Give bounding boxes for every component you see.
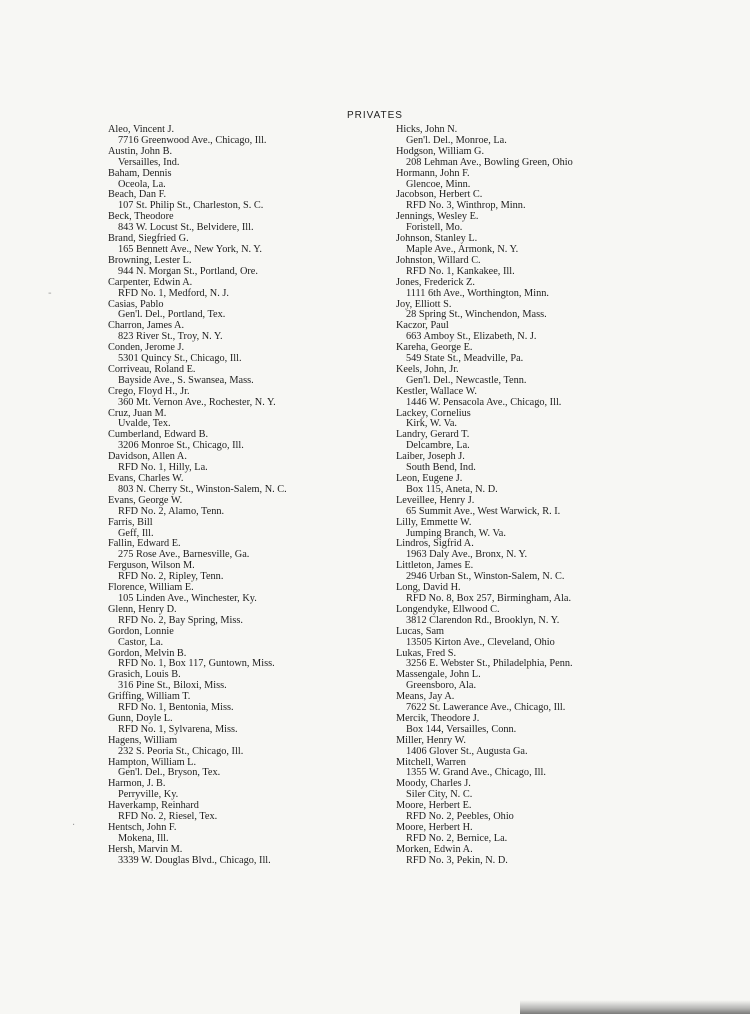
person-name: Longendyke, Ellwood C. [396, 603, 500, 615]
person-name: Long, David H. [396, 582, 461, 594]
person-address: 3256 E. Webster St., Philadelphia, Penn. [406, 658, 573, 670]
roster-entry [108, 212, 398, 234]
person-address: RFD No. 2, Bernice, La. [406, 832, 508, 844]
roster-entry [108, 256, 398, 278]
person-address: 1355 W. Grand Ave., Chicago, Ill. [406, 767, 546, 779]
person-name: Lilly, Emmette W. [396, 516, 472, 528]
person-name: Carpenter, Edwin A. [108, 276, 193, 288]
person-name: Griffing, William T. [108, 691, 191, 703]
roster-entry [396, 343, 696, 365]
roster-entry [108, 779, 398, 801]
roster-entry [108, 670, 398, 692]
person-name: Littleton, James E. [396, 560, 474, 572]
person-name: Farris, Bill [108, 516, 153, 528]
person-name: Hagens, William [108, 734, 178, 746]
scan-edge-shadow [520, 1000, 750, 1014]
person-name: Brand, Siegfried G. [108, 233, 189, 245]
scan-mark: · [72, 820, 76, 831]
person-address: Box 115, Aneta, N. D. [406, 483, 498, 495]
person-address: RFD No. 1, Sylvarena, Miss. [118, 723, 238, 735]
person-name: Davidson, Allen A. [108, 451, 187, 463]
roster-entry [108, 627, 398, 649]
person-address: 944 N. Morgan St., Portland, Ore. [118, 265, 258, 277]
roster-entry [396, 779, 696, 801]
person-name: Hodgson, William G. [396, 145, 485, 157]
roster-entry [396, 234, 696, 256]
person-name: Moody, Charles J. [396, 778, 471, 790]
roster-entry [396, 714, 696, 736]
person-name: Hersh, Marvin M. [108, 843, 183, 855]
person-address: 7622 St. Lawerance Ave., Chicago, Ill. [406, 702, 566, 714]
person-name: Casias, Pablo [108, 298, 164, 310]
person-address: 316 Pine St., Biloxi, Miss. [118, 680, 227, 692]
person-name: Kaczor, Paul [396, 320, 449, 332]
person-name: Grasich, Louis B. [108, 669, 181, 681]
roster-entry [396, 561, 696, 583]
person-address: 28 Spring St., Winchendon, Mass. [406, 309, 547, 321]
person-address: Greensboro, Ala. [406, 680, 477, 692]
person-address: 3339 W. Douglas Blvd., Chicago, Ill. [118, 854, 271, 866]
roster-entry [108, 430, 398, 452]
roster-entry [108, 452, 398, 474]
person-address: 549 State St., Meadville, Pa. [406, 353, 524, 365]
roster-entry [108, 365, 398, 387]
person-address: 1963 Daly Ave., Bronx, N. Y. [406, 549, 528, 561]
roster-entry [396, 474, 696, 496]
left-column [108, 125, 398, 867]
roster-entry [108, 561, 398, 583]
roster-entry [108, 649, 398, 671]
person-name: Moore, Herbert H. [396, 822, 473, 833]
roster-entry [396, 430, 696, 452]
roster-entry [396, 452, 696, 474]
person-address: 663 Amboy St., Elizabeth, N. J. [406, 331, 537, 343]
person-address: RFD No. 2, Peebles, Ohio [406, 811, 514, 823]
roster-entry [108, 758, 398, 780]
roster-entry [396, 692, 696, 714]
roster-entry [396, 278, 696, 300]
roster-entry [108, 823, 398, 845]
roster-entry [108, 583, 398, 605]
person-address: Perryville, Ky. [118, 789, 179, 801]
roster-entry [396, 496, 696, 518]
person-address: Kirk, W. Va. [406, 418, 458, 430]
person-address: South Bend, Ind. [406, 462, 476, 474]
person-name: Miller, Henry W. [396, 734, 466, 746]
person-name: Kestler, Wallace W. [396, 385, 477, 397]
person-name: Hampton, William L. [108, 756, 197, 768]
person-address: RFD No. 1, Bentonia, Miss. [118, 702, 234, 714]
roster-entry [108, 474, 398, 496]
roster-entry [396, 387, 696, 409]
person-name: Austin, John B. [108, 145, 173, 157]
person-name: Lukas, Fred S. [396, 647, 457, 659]
person-name: Florence, William E. [108, 582, 194, 594]
roster-entry [396, 169, 696, 191]
person-name: Baham, Dennis [108, 167, 172, 179]
person-address: 1446 W. Pensacola Ave., Chicago, Ill. [406, 396, 562, 408]
roster-entry [396, 801, 696, 823]
person-address: 360 Mt. Vernon Ave., Rochester, N. Y. [118, 396, 276, 408]
person-name: Gunn, Doyle L. [108, 712, 173, 724]
roster-entry [396, 518, 696, 540]
person-name: Beach, Dan F. [108, 189, 167, 201]
person-name: Jacobson, Herbert C. [396, 189, 483, 201]
section-heading: PRIVATES [347, 110, 403, 121]
person-address: 823 River St., Troy, N. Y. [118, 331, 223, 343]
roster-entry [396, 125, 696, 147]
person-address: Mokena, Ill. [118, 832, 169, 844]
person-address: 165 Bennett Ave., New York, N. Y. [118, 243, 262, 255]
person-name: Charron, James A. [108, 320, 185, 332]
person-name: Jones, Frederick Z. [396, 276, 475, 288]
person-name: Massengale, John L. [396, 669, 481, 681]
person-name: Hentsch, John F. [108, 822, 177, 833]
roster-entry [108, 343, 398, 365]
person-name: Crego, Floyd H., Jr. [108, 385, 190, 397]
roster-entry [108, 169, 398, 191]
roster-entry [108, 321, 398, 343]
person-address: Delcambre, La. [406, 440, 470, 452]
person-address: 3206 Monroe St., Chicago, Ill. [118, 440, 244, 452]
person-address: RFD No. 1, Hilly, La. [118, 462, 208, 474]
person-name: Hormann, John F. [396, 167, 470, 179]
roster-entry [108, 605, 398, 627]
roster-entry [396, 321, 696, 343]
person-address: 65 Summit Ave., West Warwick, R. I. [406, 505, 561, 517]
person-address: RFD No. 1, Box 117, Guntown, Miss. [118, 658, 275, 670]
person-address: 803 N. Cherry St., Winston-Salem, N. C. [118, 483, 287, 495]
person-name: Cumberland, Edward B. [108, 429, 209, 441]
person-address: Versailles, Ind. [118, 156, 180, 168]
roster-entry [108, 736, 398, 758]
roster-entry [108, 147, 398, 169]
person-address: Glencoe, Minn. [406, 178, 471, 190]
person-address: 843 W. Locust St., Belvidere, Ill. [118, 222, 254, 234]
roster-entry [108, 278, 398, 300]
roster-entry [108, 409, 398, 431]
roster-entry [396, 736, 696, 758]
roster-entry [396, 300, 696, 322]
person-name: Beck, Theodore [108, 211, 174, 223]
roster-entry [396, 409, 696, 431]
roster-entry [396, 605, 696, 627]
roster-entry [396, 212, 696, 234]
person-address: Box 144, Versailles, Conn. [406, 723, 517, 735]
person-name: Gordon, Lonnie [108, 625, 174, 637]
person-address: RFD No. 3, Winthrop, Minn. [406, 200, 526, 212]
person-name: Conden, Jerome J. [108, 342, 185, 354]
person-name: Evans, Charles W. [108, 473, 184, 484]
roster-entry [396, 627, 696, 649]
person-address: Jumping Branch, W. Va. [406, 527, 506, 539]
person-address: RFD No. 1, Kankakee, Ill. [406, 265, 515, 277]
person-address: RFD No. 3, Pekin, N. D. [406, 854, 508, 866]
roster-entry [396, 583, 696, 605]
person-address: 7716 Greenwood Ave., Chicago, Ill. [118, 134, 267, 146]
person-address: Uvalde, Tex. [118, 418, 171, 430]
person-address: RFD No. 2, Ripley, Tenn. [118, 571, 224, 583]
person-address: Gen'l. Del., Newcastle, Tenn. [406, 374, 527, 386]
person-address: RFD No. 2, Bay Spring, Miss. [118, 614, 244, 626]
person-name: Lackey, Cornelius [396, 407, 471, 419]
roster-entry [108, 190, 398, 212]
person-address: RFD No. 8, Box 257, Birmingham, Ala. [406, 592, 572, 604]
scan-mark: - [48, 288, 52, 299]
person-address: Castor, La. [118, 636, 164, 648]
person-name: Mitchell, Warren [396, 756, 466, 768]
roster-entry [396, 670, 696, 692]
person-address: 2946 Urban St., Winston-Salem, N. C. [406, 571, 565, 583]
person-address: RFD No. 1, Medford, N. J. [118, 287, 229, 299]
person-address: RFD No. 2, Riesel, Tex. [118, 811, 218, 823]
person-name: Lindros, Sigfrid A. [396, 538, 474, 550]
person-address: Gen'l. Del., Portland, Tex. [118, 309, 226, 321]
person-name: Keels, John, Jr. [396, 363, 459, 375]
roster-entry [108, 387, 398, 409]
roster-entry [396, 649, 696, 671]
roster-entry [108, 714, 398, 736]
roster-entry [396, 147, 696, 169]
person-name: Kareha, George E. [396, 342, 473, 354]
person-name: Browning, Lester L. [108, 254, 192, 266]
roster-entry [108, 539, 398, 561]
person-address: Gen'l. Del., Monroe, La. [406, 134, 507, 146]
person-address: Oceola, La. [118, 178, 166, 190]
roster-entry [396, 539, 696, 561]
person-name: Johnson, Stanley L. [396, 233, 478, 245]
person-name: Aleo, Vincent J. [108, 124, 175, 135]
person-name: Cruz, Juan M. [108, 407, 167, 419]
person-address: 232 S. Peoria St., Chicago, Ill. [118, 745, 244, 757]
person-name: Moore, Herbert E. [396, 800, 472, 812]
roster-entry [396, 758, 696, 780]
person-address: 105 Linden Ave., Winchester, Ky. [118, 592, 257, 604]
roster-entry [108, 300, 398, 322]
roster-entry [396, 256, 696, 278]
person-name: Evans, George W. [108, 494, 183, 506]
person-name: Mercik, Theodore J. [396, 712, 480, 724]
person-name: Glenn, Henry D. [108, 603, 177, 615]
person-address: Geff, Ill. [118, 527, 154, 539]
person-name: Lucas, Sam [396, 625, 445, 637]
roster-entry [108, 125, 398, 147]
roster-entry [108, 234, 398, 256]
roster-entry [396, 845, 696, 867]
person-address: 1111 6th Ave., Worthington, Minn. [406, 287, 549, 299]
right-column [396, 125, 696, 867]
person-address: Foristell, Mo. [406, 222, 463, 234]
person-address: 107 St. Philip St., Charleston, S. C. [118, 200, 264, 212]
person-name: Harmon, J. B. [108, 778, 166, 790]
person-name: Joy, Elliott S. [396, 298, 452, 310]
person-name: Laiber, Joseph J. [396, 451, 465, 463]
roster-entry [108, 845, 398, 867]
roster-entry [108, 692, 398, 714]
person-address: Gen'l. Del., Bryson, Tex. [118, 767, 221, 779]
roster-entry [396, 823, 696, 845]
person-address: Siler City, N. C. [406, 789, 473, 801]
person-address: Maple Ave., Armonk, N. Y. [406, 243, 519, 255]
person-name: Ferguson, Wilson M. [108, 560, 195, 572]
person-address: 3812 Clarendon Rd., Brooklyn, N. Y. [406, 614, 560, 626]
person-name: Jennings, Wesley E. [396, 211, 479, 223]
person-name: Gordon, Melvin B. [108, 647, 187, 659]
person-name: Haverkamp, Reinhard [108, 800, 199, 812]
roster-entry [108, 518, 398, 540]
person-name: Leveillee, Henry J. [396, 494, 475, 506]
person-address: 1406 Glover St., Augusta Ga. [406, 745, 528, 757]
person-address: 275 Rose Ave., Barnesville, Ga. [118, 549, 250, 561]
person-address: Bayside Ave., S. Swansea, Mass. [118, 374, 254, 386]
person-name: Johnston, Willard C. [396, 254, 481, 266]
person-name: Hicks, John N. [396, 124, 458, 135]
person-address: 208 Lehman Ave., Bowling Green, Ohio [406, 156, 573, 168]
person-address: 5301 Quincy St., Chicago, Ill. [118, 353, 242, 365]
person-name: Means, Jay A. [396, 691, 455, 703]
person-name: Morken, Edwin A. [396, 843, 473, 855]
person-address: 13505 Kirton Ave., Cleveland, Ohio [406, 636, 555, 648]
person-address: RFD No. 2, Alamo, Tenn. [118, 505, 225, 517]
person-name: Corriveau, Roland E. [108, 363, 196, 375]
person-name: Landry, Gerard T. [396, 429, 470, 441]
roster-entry [396, 190, 696, 212]
roster-entry [396, 365, 696, 387]
person-name: Leon, Eugene J. [396, 473, 463, 484]
roster-entry [108, 496, 398, 518]
roster-entry [108, 801, 398, 823]
person-name: Fallin, Edward E. [108, 538, 181, 550]
